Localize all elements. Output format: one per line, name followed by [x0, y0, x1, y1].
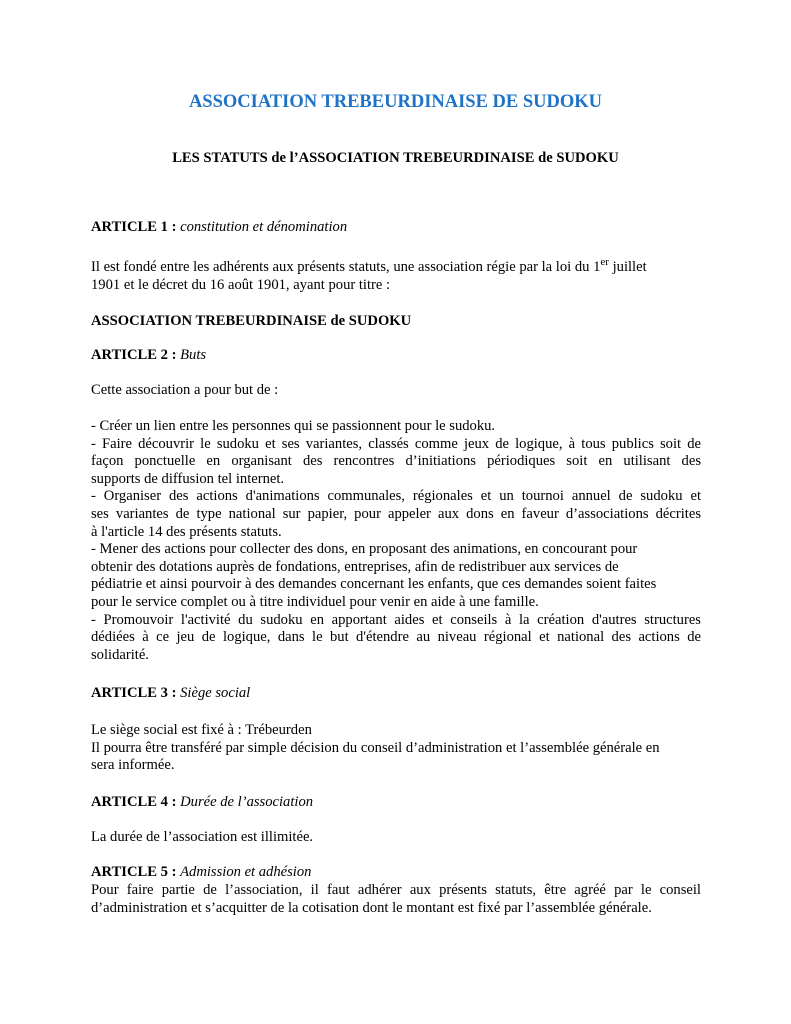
list-item: à l'article 14 des présents statuts.	[91, 523, 282, 540]
article-3-line: Le siège social est fixé à : Trébeurden	[91, 722, 312, 738]
article-5-title: Admission et adhésion	[180, 864, 312, 880]
article-1-label: ARTICLE 1 :	[91, 219, 177, 235]
list-item: - Promouvoir l'activité du sudoku en apportant aides et conseils à la création d'autres structures	[91, 611, 701, 628]
article-2-list	[91, 418, 701, 664]
article-4-label: ARTICLE 4 :	[91, 794, 177, 810]
article-5-label: ARTICLE 5 :	[91, 864, 177, 880]
list-item: - Créer un lien entre les personnes qui se passionnent pour le sudoku.	[91, 418, 496, 434]
article-5-paragraph	[91, 882, 701, 917]
article-4-title: Durée de l’association	[180, 794, 314, 810]
article-3-title: Siège social	[180, 685, 251, 701]
association-name: ASSOCIATION TREBEURDINAISE de SUDOKU	[91, 313, 412, 329]
article-2-label: ARTICLE 2 :	[91, 347, 177, 363]
list-item: - Mener des actions pour collecter des dons, en proposant des animations, en concourant pour	[91, 541, 638, 558]
article-1-paragraph-line: 1901 et le décret du 16 août 1901, ayant pour titre :	[91, 276, 391, 293]
superscript: er	[600, 256, 609, 268]
list-item: façon ponctuelle en organisant des rencontres d’initiations périodiques soit en utilisant des	[91, 453, 701, 470]
list-item: - Organiser des actions d'animations communales, régionales et un tournoi annuel de sudoku et	[91, 488, 701, 505]
list-item: dédiées à ce jeu de logique, dans le but d'étendre au niveau régional et national des actions de	[91, 629, 701, 646]
article-5-line: d’administration et s’acquitter de la cotisation dont le montant est fixé par l’assemblée générale.	[91, 899, 652, 916]
article-3-heading	[91, 685, 701, 703]
article-1-text: juillet	[608, 259, 647, 275]
list-item: obtenir des dotations auprès de fondations, entreprises, afin de redistribuer aux services de	[91, 558, 619, 575]
article-3-line: sera informée.	[91, 757, 175, 774]
article-4-paragraph: La durée de l’association est illimitée.	[91, 829, 314, 845]
article-3-paragraph	[91, 722, 701, 775]
article-4-heading	[91, 794, 701, 812]
list-item: solidarité.	[91, 646, 149, 663]
article-1-paragraph-line	[91, 256, 701, 277]
article-2-intro: Cette association a pour but de :	[91, 382, 279, 398]
article-3-label: ARTICLE 3 :	[91, 685, 177, 701]
article-1-paragraph	[91, 256, 701, 294]
article-2-title: Buts	[180, 347, 207, 363]
document-title: ASSOCIATION TREBEURDINAISE DE SUDOKU	[188, 92, 603, 112]
article-5-heading	[91, 864, 701, 882]
article-1-heading	[91, 219, 701, 237]
article-2-heading	[91, 347, 701, 365]
article-5-line: Pour faire partie de l’association, il faut adhérer aux présents statuts, être agréé par le conseil	[91, 882, 701, 898]
list-item: pour le service complet ou à titre individuel pour venir en aide à une famille.	[91, 593, 539, 610]
article-3-line: Il pourra être transféré par simple décision du conseil d’administration et l’assemblée générale en	[91, 739, 660, 756]
list-item: pédiatrie et ainsi pourvoir à des demandes concernant les enfants, que ces demandes soient faites	[91, 576, 657, 593]
list-item: - Faire découvrir le sudoku et ses variantes, classés comme jeux de logique, à tous publics soit de	[91, 435, 701, 452]
list-item: supports de diffusion tel internet.	[91, 470, 285, 487]
article-1-title: constitution et dénomination	[180, 219, 348, 235]
article-1-text: Il est fondé entre les adhérents aux présents statuts, une association régie par la loi du 1	[91, 259, 601, 275]
document-subtitle: LES STATUTS de l’ASSOCIATION TREBEURDINAISE de SUDOKU	[172, 150, 619, 166]
list-item: ses variantes de type national sur papier, pour appeler aux dons en faveur d’associations décrites	[91, 505, 701, 522]
